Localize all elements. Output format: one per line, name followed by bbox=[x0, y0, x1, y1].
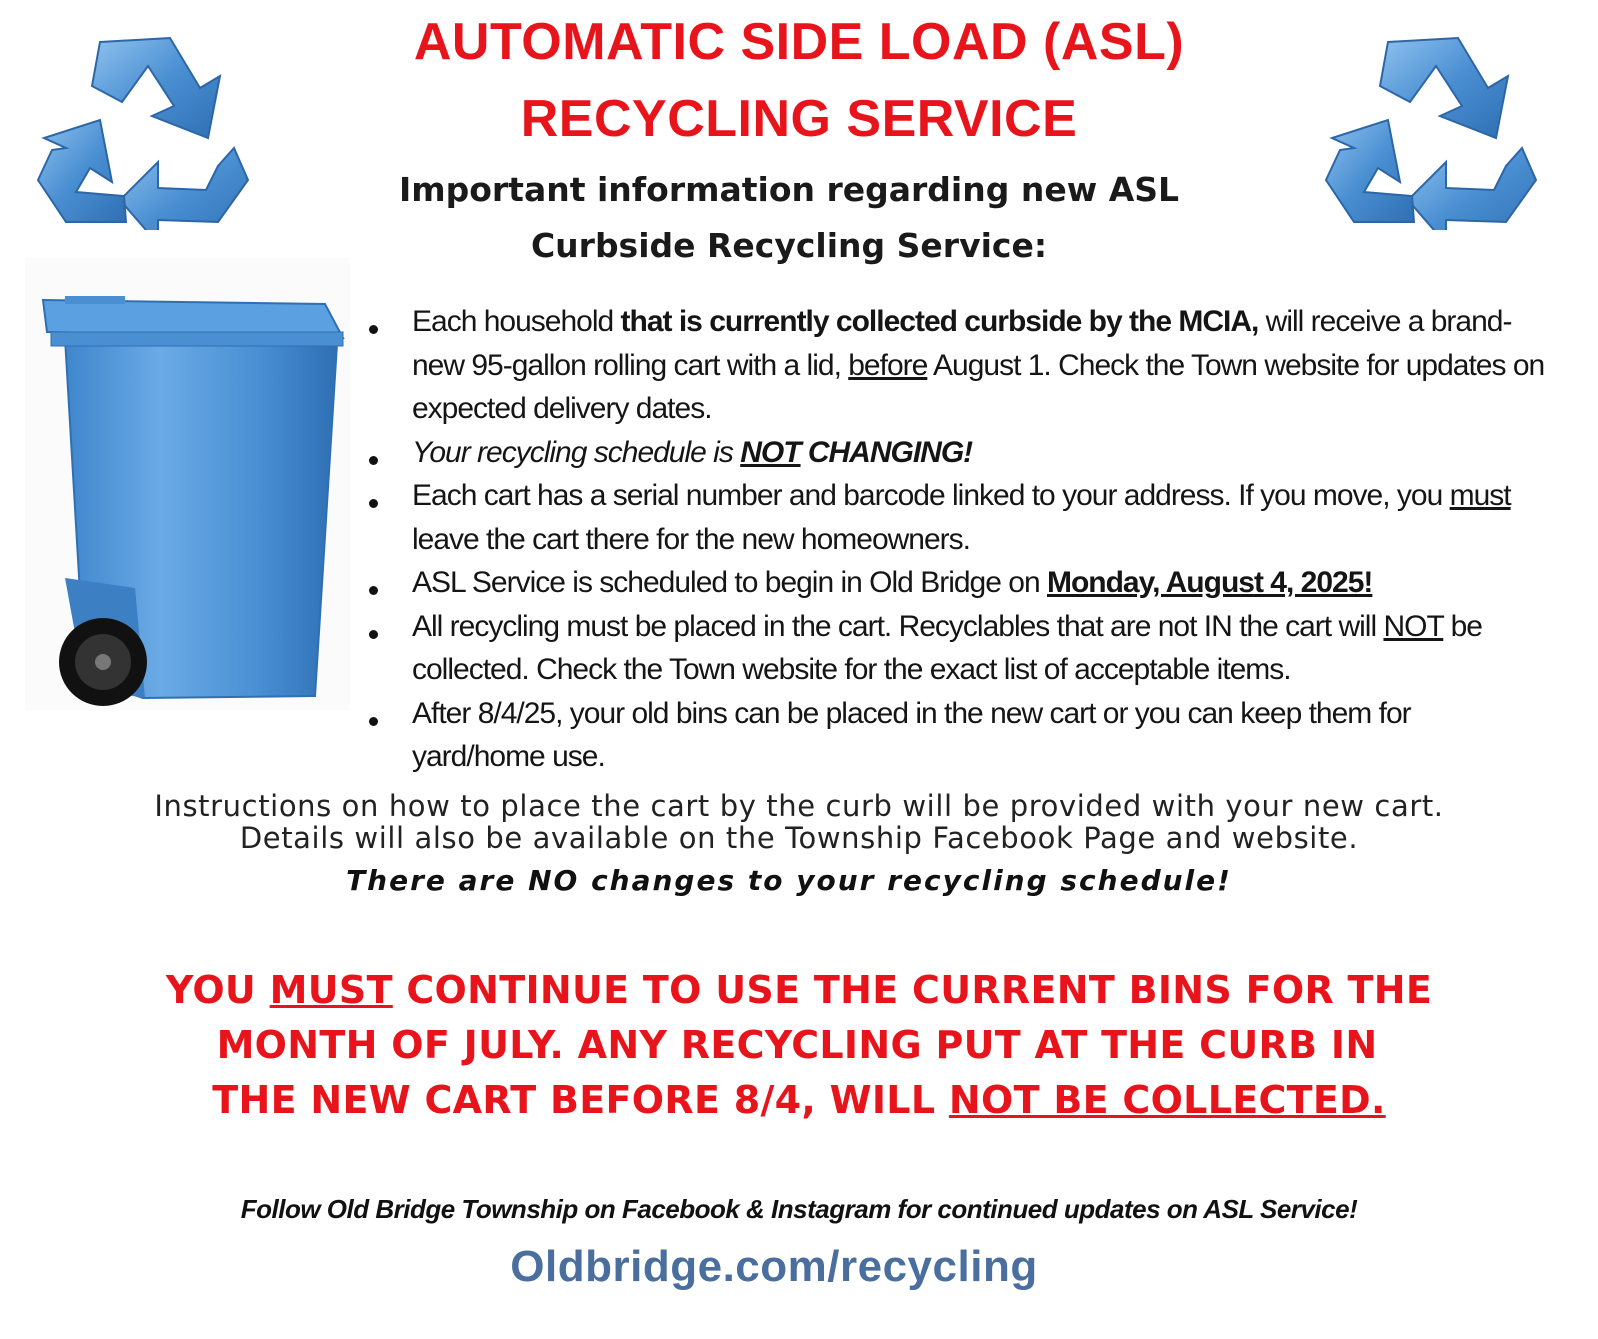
recycling-website-link[interactable]: Oldbridge.com/recycling bbox=[510, 1242, 1038, 1291]
instructions-line-2: Details will also be available on the Township Facebook Page and website. bbox=[239, 821, 1359, 855]
warning-line-2: MONTH OF JULY. ANY RECYCLING PUT AT THE CURB IN bbox=[216, 1023, 1378, 1067]
bullet-serial: Each cart has a serial number and barcode linked to your address. If you move, you must leave the cart there for the new homeowners. bbox=[365, 474, 1545, 561]
instructions-line-1: Instructions on how to place the cart by the curb will be provided with your new cart. bbox=[154, 789, 1444, 823]
bullet-start-date: ASL Service is scheduled to begin in Old Bridge on Monday, August 4, 2025! bbox=[365, 561, 1545, 605]
info-bullet-list bbox=[365, 300, 1545, 779]
recycling-cart-image bbox=[25, 258, 350, 710]
no-changes-note: There are NO changes to your recycling schedule! bbox=[346, 864, 1232, 897]
bullet-schedule: Your recycling schedule is NOT CHANGING! bbox=[365, 431, 1545, 475]
subtitle-line-1: Important information regarding new ASL bbox=[398, 170, 1180, 209]
warning-line-1: YOU MUST CONTINUE TO USE THE CURRENT BINS FOR THE bbox=[165, 968, 1433, 1012]
title-line-1: AUTOMATIC SIDE LOAD (ASL) bbox=[413, 13, 1185, 71]
bullet-in-cart: All recycling must be placed in the cart. Recyclables that are not IN the cart will NOT be collected. Check the Town website for the exact list of acceptable items. bbox=[365, 605, 1545, 692]
subtitle-line-2: Curbside Recycling Service: bbox=[530, 226, 1048, 265]
bullet-delivery: Each household that is currently collected curbside by the MCIA, will receive a brand-new 95-gallon rolling cart with a lid, before August 1. Check the Town website for updates on expected delivery dates. bbox=[365, 300, 1545, 431]
title-line-2: RECYCLING SERVICE bbox=[520, 90, 1078, 148]
warning-line-3: THE NEW CART BEFORE 8/4, WILL NOT BE COLLECTED. bbox=[212, 1078, 1386, 1122]
follow-social-note: Follow Old Bridge Township on Facebook & Instagram for continued updates on ASL Service! bbox=[240, 1194, 1358, 1224]
bullet-old-bins: After 8/4/25, your old bins can be placed in the new cart or you can keep them for yard/home use. bbox=[365, 692, 1545, 779]
